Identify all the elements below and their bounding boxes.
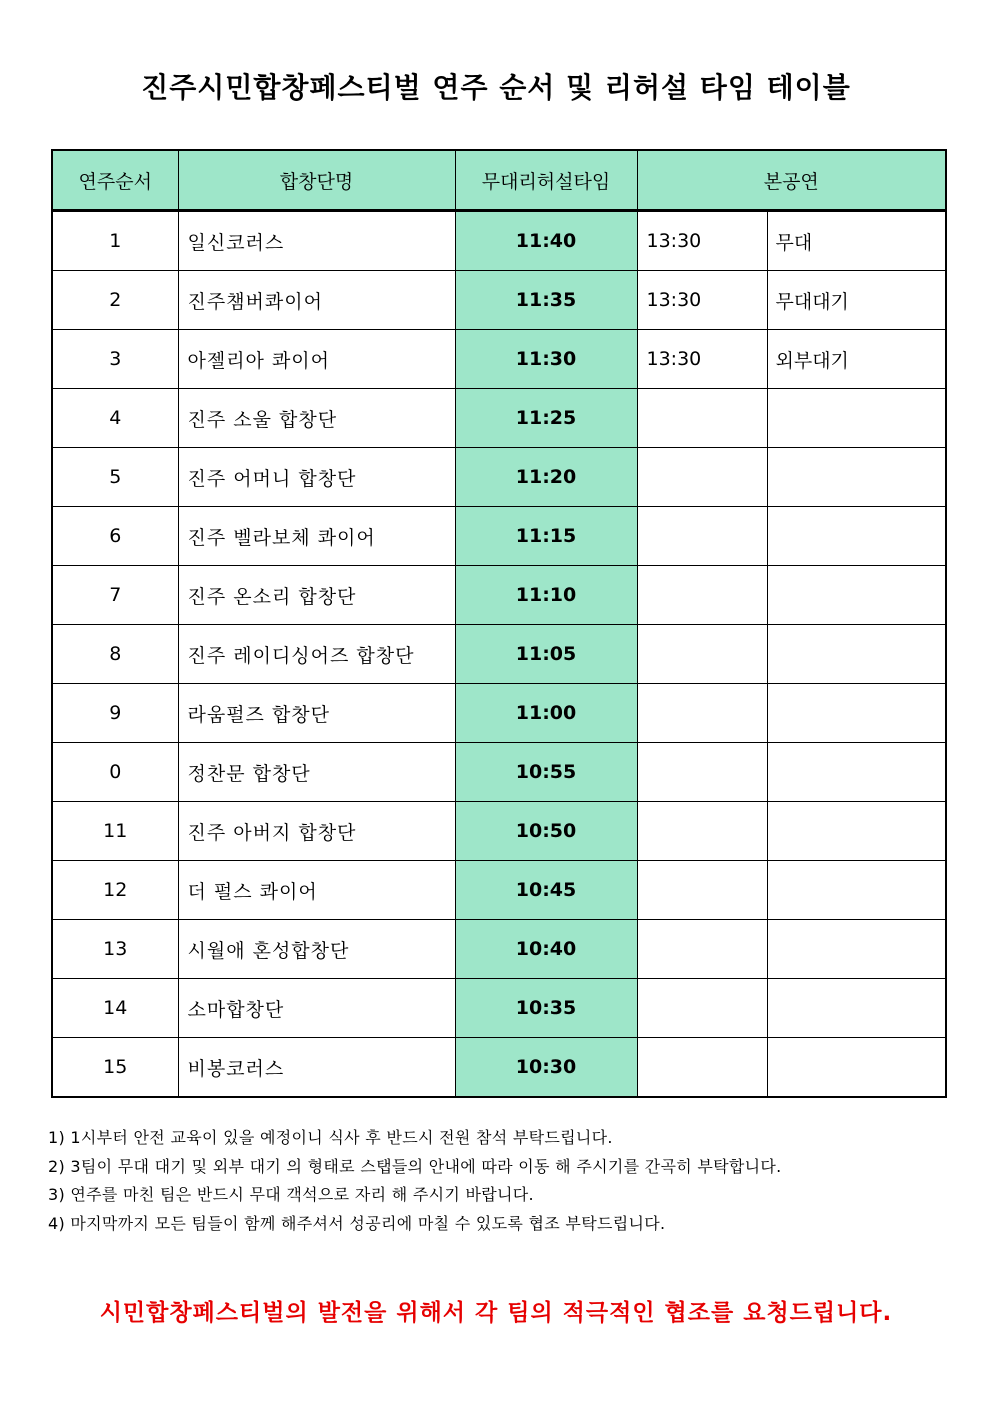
show-status-cell (767, 566, 946, 625)
rehearsal-time-cell: 10:50 (455, 802, 637, 861)
choir-name-cell: 아젤리아 콰이어 (178, 330, 455, 389)
rehearsal-time-cell: 11:20 (455, 448, 637, 507)
show-status-cell: 무대 (767, 211, 946, 271)
show-time-cell: 13:30 (637, 211, 767, 271)
show-status-cell (767, 625, 946, 684)
show-status-cell (767, 743, 946, 802)
show-time-cell (637, 566, 767, 625)
choir-name-cell: 비봉코러스 (178, 1038, 455, 1098)
show-time-cell (637, 625, 767, 684)
rehearsal-time-cell: 10:45 (455, 861, 637, 920)
note-item: 4) 마지막까지 모든 팀들이 함께 해주셔서 성공리에 마칠 수 있도록 협조 부탁드립니다. (48, 1213, 666, 1233)
show-time-cell (637, 861, 767, 920)
order-cell: 3 (52, 330, 178, 389)
show-status-cell (767, 861, 946, 920)
order-cell: 7 (52, 566, 178, 625)
choir-name-cell: 일신코러스 (178, 211, 455, 271)
show-time-cell: 13:30 (637, 330, 767, 389)
note-item: 1) 1시부터 안전 교육이 있을 예정이니 식사 후 반드시 전원 참석 부탁드립니다. (48, 1128, 613, 1147)
order-cell: 5 (52, 448, 178, 507)
order-cell: 11 (52, 802, 178, 861)
table-row (52, 566, 946, 625)
choir-name-cell: 진주 소울 합창단 (178, 389, 455, 448)
choir-name-cell: 시월애 혼성합창단 (178, 920, 455, 979)
show-time-cell (637, 507, 767, 566)
show-status-cell (767, 979, 946, 1038)
order-cell: 2 (52, 271, 178, 330)
show-status-cell (767, 920, 946, 979)
show-time-cell (637, 1038, 767, 1098)
show-time-cell: 13:30 (637, 271, 767, 330)
show-time-cell (637, 802, 767, 861)
choir-name-cell: 더 펄스 콰이어 (178, 861, 455, 920)
choir-name-cell: 진주 온소리 합창단 (178, 566, 455, 625)
show-status-cell (767, 448, 946, 507)
rehearsal-time-cell: 11:00 (455, 684, 637, 743)
show-status-cell (767, 802, 946, 861)
table-row (52, 330, 946, 389)
order-cell: 9 (52, 684, 178, 743)
table-row (52, 920, 946, 979)
table-row (52, 861, 946, 920)
choir-name-cell: 진주 아버지 합창단 (178, 802, 455, 861)
header-rehearsal-time: 무대리허설타임 (455, 150, 637, 211)
rehearsal-time-cell: 10:55 (455, 743, 637, 802)
choir-name-cell: 정찬문 합창단 (178, 743, 455, 802)
show-status-cell (767, 1038, 946, 1098)
order-cell: 13 (52, 920, 178, 979)
show-status-cell (767, 684, 946, 743)
table-row (52, 684, 946, 743)
order-cell: 0 (52, 743, 178, 802)
table-row (52, 389, 946, 448)
table-row (52, 743, 946, 802)
choir-name-cell: 소마합창단 (178, 979, 455, 1038)
rehearsal-time-cell: 11:35 (455, 271, 637, 330)
note-item: 3) 연주를 마친 팀은 반드시 무대 객석으로 자리 해 주시기 바랍니다. (48, 1185, 534, 1204)
rehearsal-time-cell: 10:40 (455, 920, 637, 979)
header-order: 연주순서 (52, 150, 178, 211)
rehearsal-time-cell: 10:30 (455, 1038, 637, 1098)
show-time-cell (637, 920, 767, 979)
header-choir-name: 합창단명 (178, 150, 455, 211)
rehearsal-time-cell: 10:35 (455, 979, 637, 1038)
show-time-cell (637, 684, 767, 743)
table-row (52, 979, 946, 1038)
show-status-cell (767, 507, 946, 566)
page-title: 진주시민합창페스티벌 연주 순서 및 리허설 타임 테이블 (141, 71, 851, 104)
table-row (52, 802, 946, 861)
order-cell: 8 (52, 625, 178, 684)
show-time-cell (637, 743, 767, 802)
rehearsal-time-cell: 11:10 (455, 566, 637, 625)
notes-list (48, 1124, 948, 1238)
show-time-cell (637, 389, 767, 448)
order-cell: 1 (52, 211, 178, 271)
choir-name-cell: 진주 어머니 합창단 (178, 448, 455, 507)
table-header-row (52, 150, 946, 211)
show-status-cell: 무대대기 (767, 271, 946, 330)
show-time-cell (637, 448, 767, 507)
rehearsal-time-cell: 11:40 (455, 211, 637, 271)
schedule-table (51, 149, 947, 1098)
order-cell: 15 (52, 1038, 178, 1098)
table-row (52, 211, 946, 271)
table-row (52, 448, 946, 507)
order-cell: 6 (52, 507, 178, 566)
rehearsal-time-cell: 11:05 (455, 625, 637, 684)
show-time-cell (637, 979, 767, 1038)
show-status-cell: 외부대기 (767, 330, 946, 389)
note-item: 2) 3팀이 무대 대기 및 외부 대기 의 형태로 스탭들의 안내에 따라 이동 해 주시기를 간곡히 부탁합니다. (48, 1156, 782, 1176)
show-status-cell (767, 389, 946, 448)
choir-name-cell: 진주 레이디싱어즈 합창단 (178, 625, 455, 684)
table-row (52, 1038, 946, 1098)
header-main-show: 본공연 (637, 150, 946, 211)
table-row (52, 507, 946, 566)
rehearsal-time-cell: 11:15 (455, 507, 637, 566)
order-cell: 12 (52, 861, 178, 920)
table-row (52, 271, 946, 330)
footer-request: 시민합창페스티벌의 발전을 위해서 각 팀의 적극적인 협조를 요청드립니다. (99, 1300, 893, 1326)
choir-name-cell: 라움펄즈 합창단 (178, 684, 455, 743)
rehearsal-time-cell: 11:25 (455, 389, 637, 448)
order-cell: 14 (52, 979, 178, 1038)
table-row (52, 625, 946, 684)
choir-name-cell: 진주 벨라보체 콰이어 (178, 507, 455, 566)
rehearsal-time-cell: 11:30 (455, 330, 637, 389)
choir-name-cell: 진주챔버콰이어 (178, 271, 455, 330)
order-cell: 4 (52, 389, 178, 448)
